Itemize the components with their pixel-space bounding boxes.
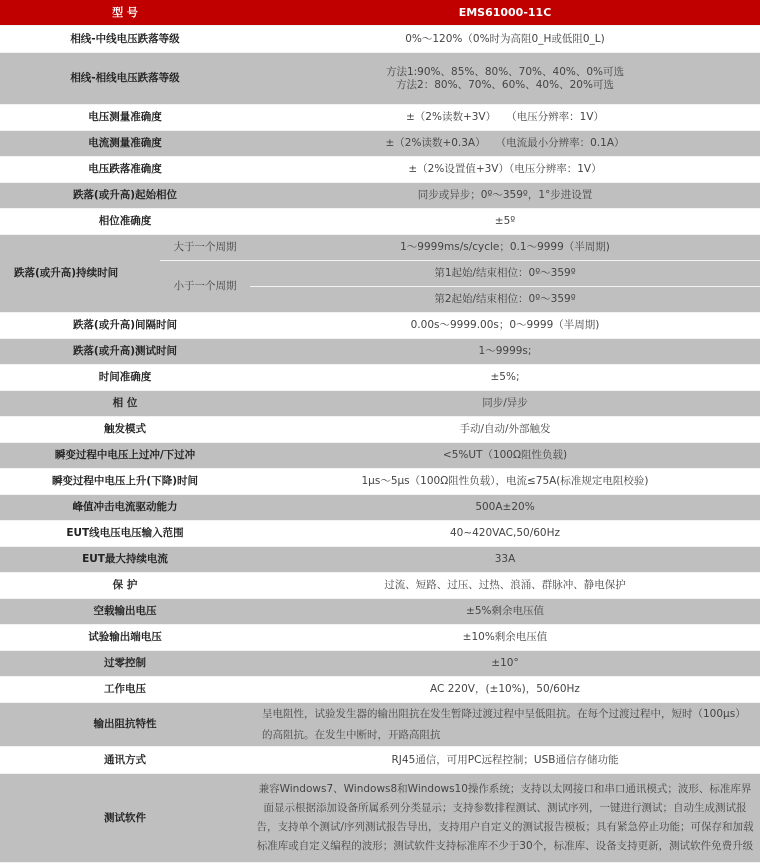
table-row bbox=[0, 417, 760, 443]
table-row bbox=[0, 774, 760, 863]
table-row bbox=[0, 703, 760, 747]
table-row bbox=[0, 26, 760, 53]
row-value: 手动/自动/外部触发 bbox=[250, 417, 760, 443]
table-row bbox=[0, 443, 760, 469]
row-label: 输出阻抗特性 bbox=[0, 703, 250, 747]
table-row bbox=[0, 365, 760, 391]
table-row bbox=[0, 547, 760, 573]
row-value-line: 方法2：80%、70%、60%、40%、20%可选 bbox=[396, 78, 614, 91]
row-label: 相线-中线电压跌落等级 bbox=[0, 26, 250, 53]
table-row bbox=[0, 677, 760, 703]
table-row bbox=[0, 469, 760, 495]
row-value: AC 220V，(±10%)，50/60Hz bbox=[250, 677, 760, 703]
header-model-value: EMS61000-11C bbox=[250, 0, 760, 26]
row-value: 第2起始/结束相位：0º～359º bbox=[250, 287, 760, 313]
table-row bbox=[0, 747, 760, 774]
row-label: 瞬变过程中电压上升(下降)时间 bbox=[0, 469, 250, 495]
row-value: 33A bbox=[250, 547, 760, 573]
row-value: 同步或异步；0º～359º，1°步进设置 bbox=[250, 183, 760, 209]
row-value: 过流、短路、过压、过热、浪涌、群脉冲、静电保护 bbox=[250, 573, 760, 599]
row-label: 相位准确度 bbox=[0, 209, 250, 235]
row-label: 空载输出电压 bbox=[0, 599, 250, 625]
row-value: ±5%; bbox=[250, 365, 760, 391]
table-row bbox=[0, 625, 760, 651]
table-row bbox=[0, 131, 760, 157]
table-row bbox=[0, 183, 760, 209]
table-row bbox=[0, 573, 760, 599]
row-value-line: 方法1:90%、85%、80%、70%、40%、0%可选 bbox=[385, 65, 625, 78]
row-value: 40~420VAC,50/60Hz bbox=[250, 521, 760, 547]
row-label: 时间准确度 bbox=[0, 365, 250, 391]
row-value: ±5%剩余电压值 bbox=[250, 599, 760, 625]
table-row bbox=[0, 521, 760, 547]
row-label: 测试软件 bbox=[0, 774, 250, 863]
table-row bbox=[0, 495, 760, 521]
table-row bbox=[0, 651, 760, 677]
row-value: ±10%剩余电压值 bbox=[250, 625, 760, 651]
row-sublabel: 大于一个周期 bbox=[160, 235, 250, 261]
row-sublabel: 小于一个周期 bbox=[160, 261, 250, 313]
row-label: 电流测量准确度 bbox=[0, 131, 250, 157]
row-value: 呈电阻性，试验发生器的输出阻抗在发生暂降过渡过程中呈低阻抗。在每个过渡过程中，短时（100μs）的高阻抗。在发生中断时，开路高阻抗 bbox=[250, 703, 760, 747]
table-row bbox=[0, 53, 760, 105]
row-label: 跌落(或升高)测试时间 bbox=[0, 339, 250, 365]
table-header-row bbox=[0, 0, 760, 26]
table-row bbox=[0, 157, 760, 183]
row-value: ±（2%读数+0.3A） （电流最小分辨率：0.1A） bbox=[250, 131, 760, 157]
row-value: 1～9999s; bbox=[250, 339, 760, 365]
row-label: 保 护 bbox=[0, 573, 250, 599]
row-label: 峰值冲击电流驱动能力 bbox=[0, 495, 250, 521]
row-value: 0%～120%（0%时为高阻0_H或低阻0_L) bbox=[250, 26, 760, 53]
row-label: 跌落(或升高)起始相位 bbox=[0, 183, 250, 209]
row-label: 试验输出端电压 bbox=[0, 625, 250, 651]
row-value: 500A±20% bbox=[250, 495, 760, 521]
table-row bbox=[0, 105, 760, 131]
row-value: 0.00s～9999.00s；0～9999（半周期) bbox=[250, 313, 760, 339]
row-label: 过零控制 bbox=[0, 651, 250, 677]
row-value: RJ45通信，可用PC远程控制；USB通信存储功能 bbox=[250, 747, 760, 774]
header-model-label: 型 号 bbox=[0, 0, 250, 26]
row-label: 工作电压 bbox=[0, 677, 250, 703]
table-row bbox=[0, 339, 760, 365]
row-value: ±（2%读数+3V） （电压分辨率：1V） bbox=[250, 105, 760, 131]
table-row bbox=[0, 313, 760, 339]
row-label: 触发模式 bbox=[0, 417, 250, 443]
row-value: ±5º bbox=[250, 209, 760, 235]
row-label: 跌落(或升高)持续时间 bbox=[0, 235, 160, 313]
row-value: ±（2%设置值+3V）（电压分辨率：1V） bbox=[250, 157, 760, 183]
table-row bbox=[0, 235, 760, 261]
row-value: 同步/异步 bbox=[250, 391, 760, 417]
table-row bbox=[0, 209, 760, 235]
table-row bbox=[0, 391, 760, 417]
row-label: 跌落(或升高)间隔时间 bbox=[0, 313, 250, 339]
row-value: 1μs～5μs（100Ω阻性负载），电流≤75A(标准规定电阻校验) bbox=[250, 469, 760, 495]
row-value: 第1起始/结束相位：0º～359º bbox=[250, 261, 760, 287]
table-row bbox=[0, 599, 760, 625]
row-label: EUT最大持续电流 bbox=[0, 547, 250, 573]
row-value bbox=[250, 53, 760, 105]
row-value: <5%UT（100Ω阻性负载) bbox=[250, 443, 760, 469]
row-value: ±10° bbox=[250, 651, 760, 677]
row-value: 兼容Windows7、Windows8和Windows10操作系统；支持以太网接口和串口通讯模式；波形、标准库界面显示根据添加设备所属系列分类显示；支持参数排程测试、测试序列，一键进行测试；自动生成测试报告，支持单个测试/序列测试报告导出，支持用户自定义的测试报告模板；具有紧急停止功能；可保存和加载标准库或自定义编程的波形；测试软件支持标准库不少于30个，标准库、设备支持更新，测试软件免费升级 bbox=[250, 774, 760, 863]
row-label: 电压跌落准确度 bbox=[0, 157, 250, 183]
row-label: EUT线电压电压输入范围 bbox=[0, 521, 250, 547]
row-label: 相线-相线电压跌落等级 bbox=[0, 53, 250, 105]
row-label: 瞬变过程中电压上过冲/下过冲 bbox=[0, 443, 250, 469]
row-label: 电压测量准确度 bbox=[0, 105, 250, 131]
row-value: 1～9999ms/s/cycle；0.1～9999（半周期) bbox=[250, 235, 760, 261]
row-label: 通讯方式 bbox=[0, 747, 250, 774]
row-label: 相 位 bbox=[0, 391, 250, 417]
